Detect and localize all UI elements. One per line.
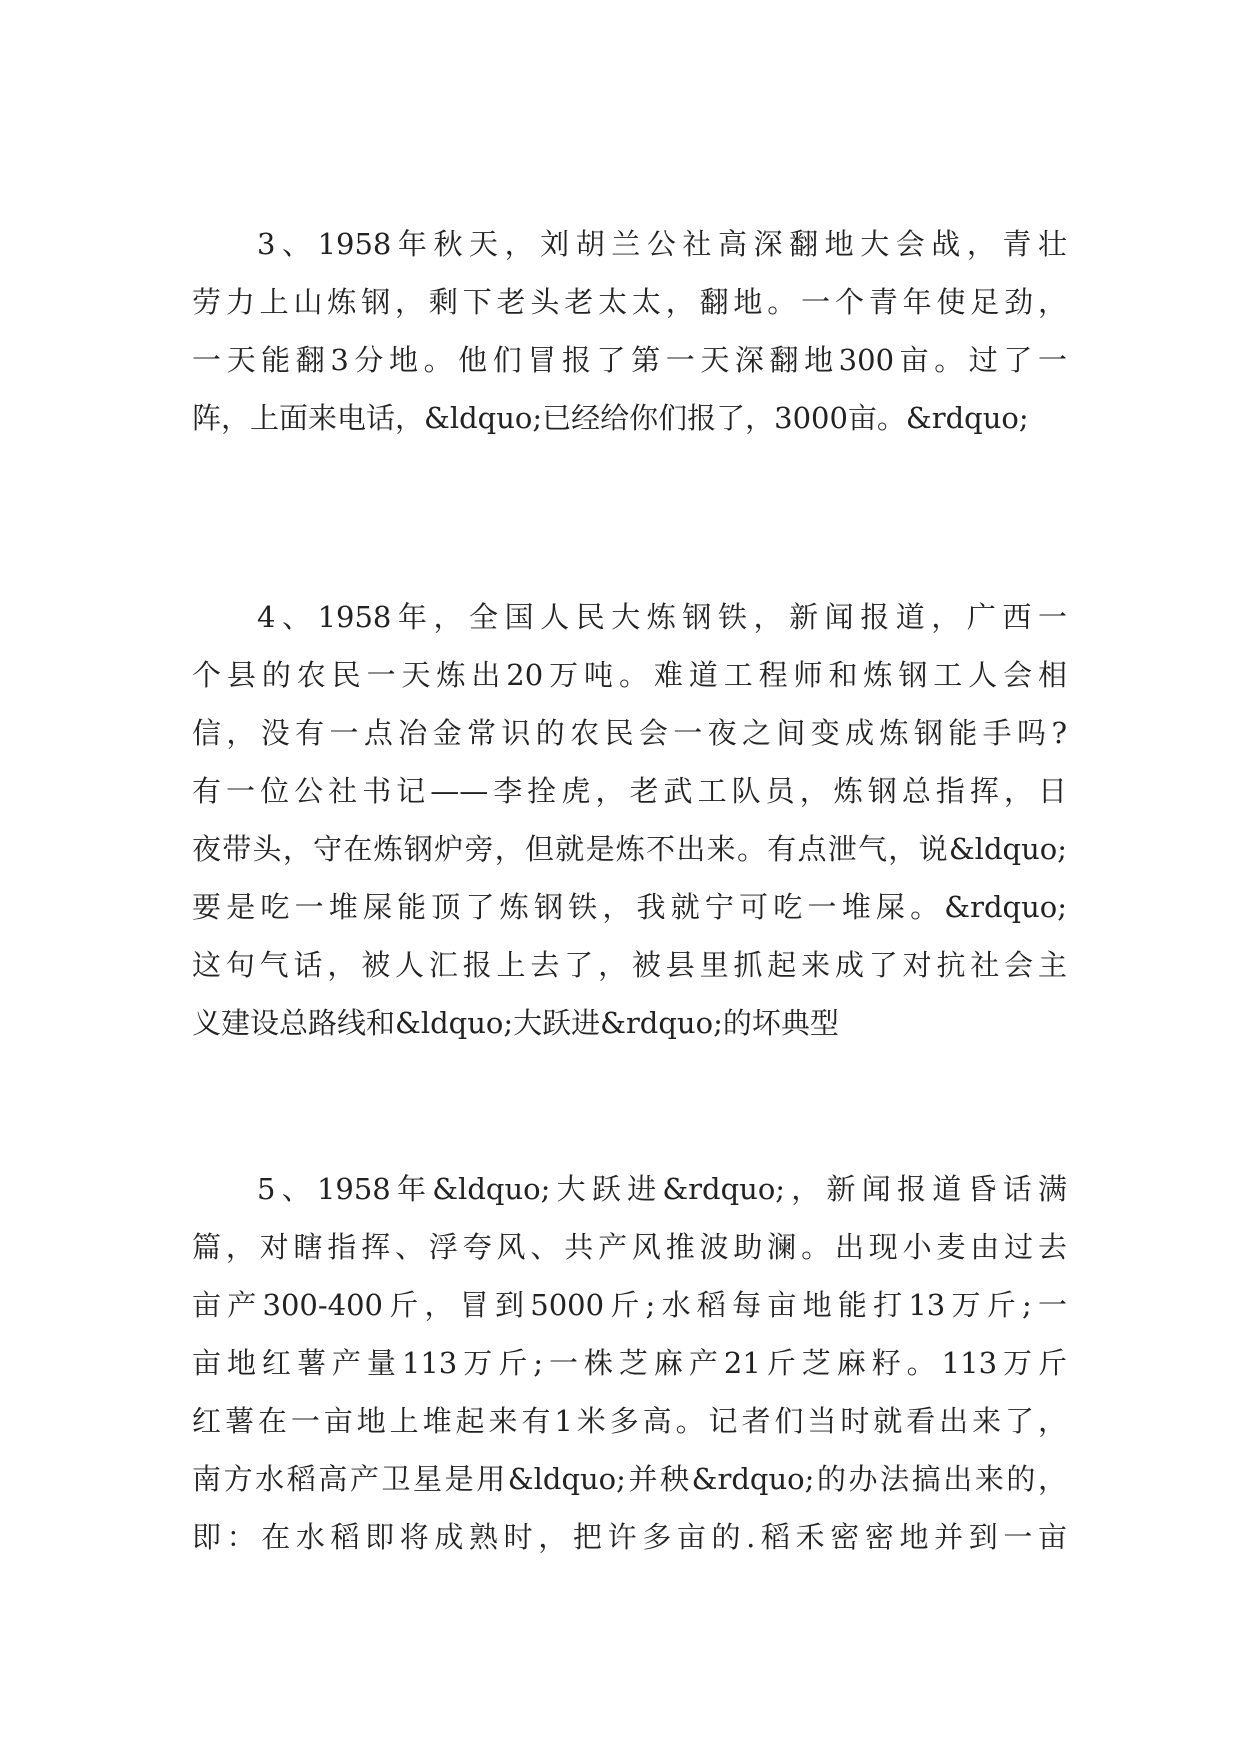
text-line: 红薯在一亩地上堆起来有1米多高。记者们当时就看出来了， xyxy=(192,1404,1067,1438)
text-line: 南方水稻高产卫星是用&ldquo;并秧&rdquo;的办法搞出来的， xyxy=(192,1462,1067,1496)
text-line: 信，没有一点冶金常识的农民会一夜之间变成炼钢能手吗? xyxy=(192,716,1067,750)
text-line: 义建设总路线和&ldquo;大跃进&rdquo;的坏典型 xyxy=(192,1006,839,1040)
text-line: 3、1958年秋天，刘胡兰公社高深翻地大会战，青壮 xyxy=(257,227,1067,261)
text-line: 夜带头，守在炼钢炉旁，但就是炼不出来。有点泄气，说&ldquo; xyxy=(192,832,1067,866)
text-line: 要是吃一堆屎能顶了炼钢铁，我就宁可吃一堆屎。&rdquo; xyxy=(192,890,1067,924)
text-line: 劳力上山炼钢，剩下老头老太太，翻地。一个青年使足劲， xyxy=(192,285,1067,319)
text-line: 阵，上面来电话，&ldquo;已经给你们报了，3000亩。&rdquo; xyxy=(192,401,1029,435)
text-line: 一天能翻3分地。他们冒报了第一天深翻地300亩。过了一 xyxy=(192,343,1067,377)
text-line: 4、1958年，全国人民大炼钢铁，新闻报道，广西一 xyxy=(257,600,1067,634)
paragraph-4 xyxy=(192,588,1067,1052)
text-line: 有一位公社书记——李拴虎，老武工队员，炼钢总指挥，日 xyxy=(192,774,1067,808)
text-line: 亩地红薯产量113万斤;一株芝麻产21斤芝麻籽。113万斤 xyxy=(192,1346,1067,1380)
text-line: 5、1958年&ldquo;大跃进&rdquo;，新闻报道昏话满 xyxy=(257,1172,1067,1206)
text-line: 这句气话，被人汇报上去了，被县里抓起来成了对抗社会主 xyxy=(192,948,1067,982)
text-line: 亩产300-400斤，冒到5000斤;水稻每亩地能打13万斤;一 xyxy=(192,1288,1067,1322)
text-line: 即：在水稻即将成熟时，把许多亩的.稻禾密密地并到一亩 xyxy=(192,1520,1067,1554)
text-line: 个县的农民一天炼出20万吨。难道工程师和炼钢工人会相 xyxy=(192,658,1067,692)
paragraph-3 xyxy=(192,215,1067,447)
paragraph-5 xyxy=(192,1160,1067,1566)
text-line: 篇，对瞎指挥、浮夸风、共产风推波助澜。出现小麦由过去 xyxy=(192,1230,1067,1264)
